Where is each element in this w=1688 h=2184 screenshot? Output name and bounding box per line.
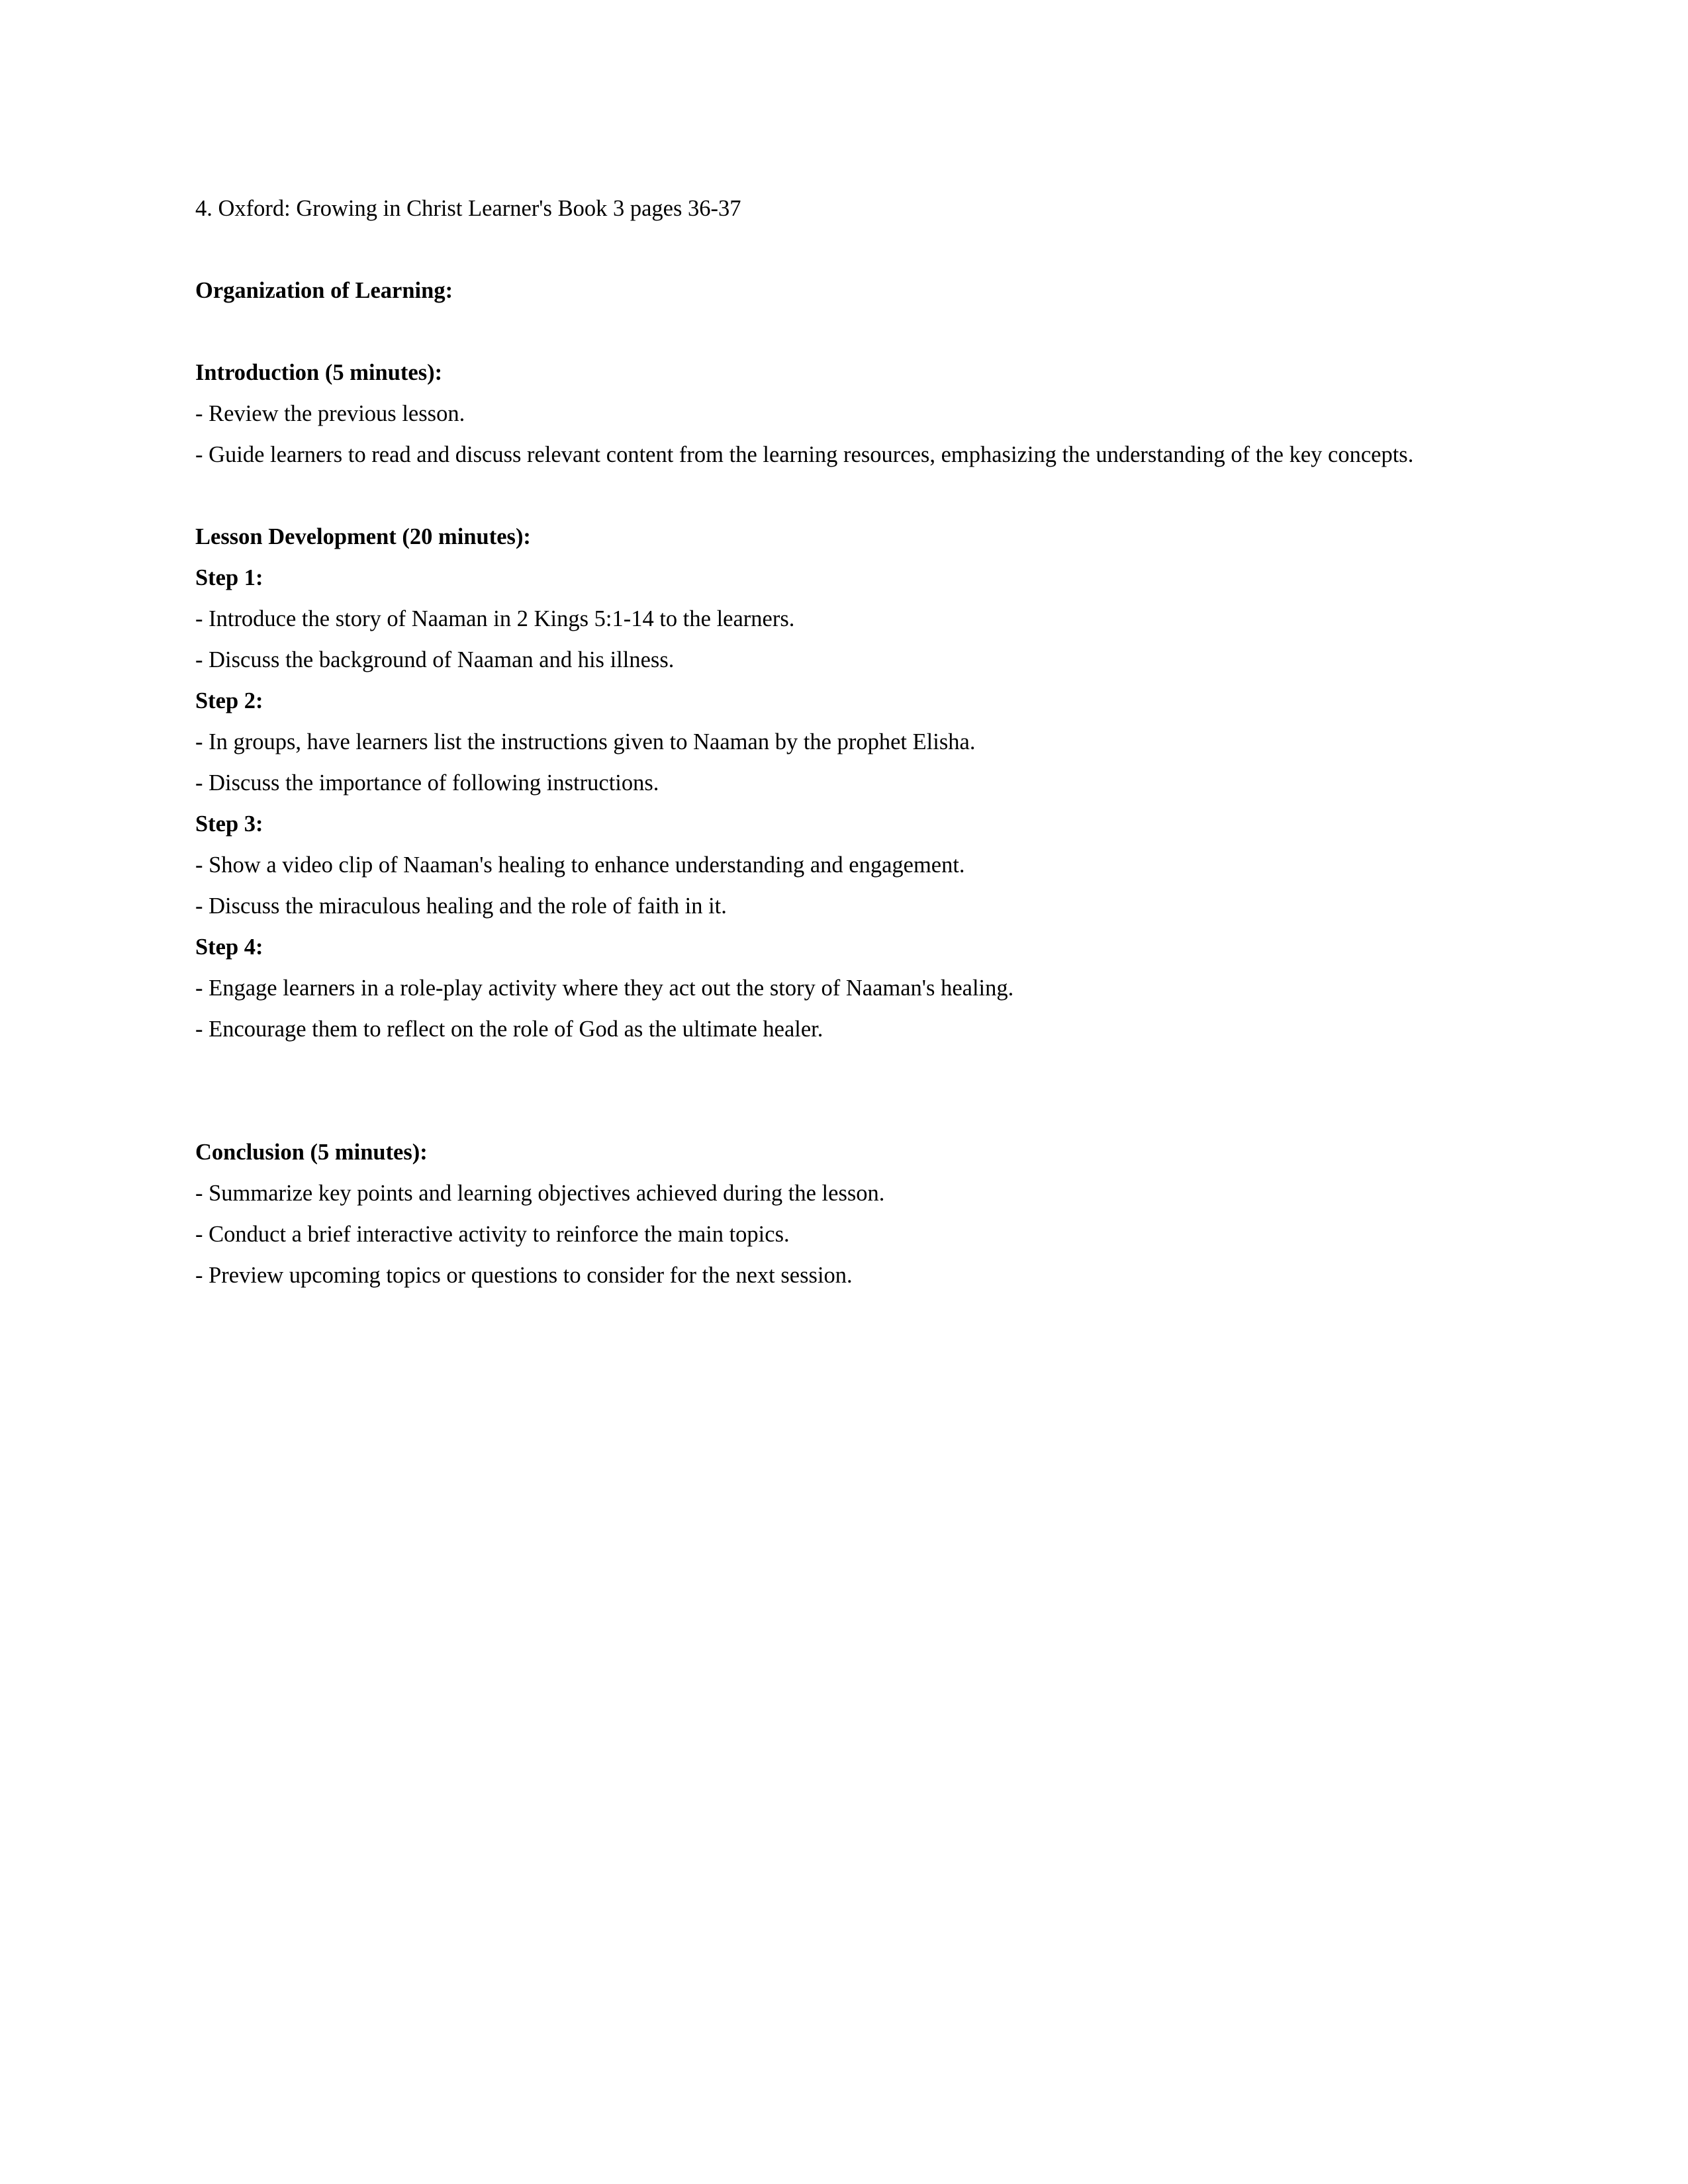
paragraph-spacer [195, 480, 1460, 522]
step-4-item: - Engage learners in a role-play activity where they act out the story of Naaman's healing. [195, 976, 1014, 1001]
step-1-label: Step 1: [195, 565, 263, 590]
paragraph-spacer [195, 316, 1460, 357]
conclusion-item: - Conduct a brief interactive activity to reinforce the main topics. [195, 1222, 790, 1247]
step-2-label: Step 2: [195, 688, 263, 713]
step-3-item: - Discuss the miraculous healing and the role of faith in it. [195, 893, 727, 919]
conclusion-item: - Summarize key points and learning objectives achieved during the lesson. [195, 1181, 885, 1206]
step-1-item: - Introduce the story of Naaman in 2 Kings 5:1-14 to the learners. [195, 606, 795, 631]
introduction-item: - Review the previous lesson. [195, 401, 465, 426]
document-body [195, 193, 1460, 1301]
paragraph-spacer [195, 1096, 1460, 1137]
step-4-item: - Encourage them to reflect on the role of God as the ultimate healer. [195, 1017, 823, 1042]
source-reference-line: 4. Oxford: Growing in Christ Learner's Book 3 pages 36-37 [195, 196, 741, 221]
step-2-item: - Discuss the importance of following instructions. [195, 770, 659, 796]
conclusion-heading: Conclusion (5 minutes): [195, 1140, 428, 1165]
lesson-development-heading: Lesson Development (20 minutes): [195, 524, 531, 549]
introduction-heading: Introduction (5 minutes): [195, 360, 443, 385]
step-4-label: Step 4: [195, 934, 263, 960]
paragraph-spacer [195, 1055, 1460, 1096]
organization-of-learning-heading: Organization of Learning: [195, 278, 453, 303]
step-3-label: Step 3: [195, 811, 263, 837]
step-2-item: - In groups, have learners list the instructions given to Naaman by the prophet Elisha. [195, 729, 976, 754]
step-1-item: - Discuss the background of Naaman and his illness. [195, 647, 675, 672]
conclusion-item: - Preview upcoming topics or questions to consider for the next session. [195, 1263, 853, 1288]
introduction-item: - Guide learners to read and discuss relevant content from the learning resources, emphasizing the understanding of the key concepts. [195, 442, 1414, 467]
paragraph-spacer [195, 234, 1460, 275]
step-3-item: - Show a video clip of Naaman's healing to enhance understanding and engagement. [195, 852, 965, 878]
